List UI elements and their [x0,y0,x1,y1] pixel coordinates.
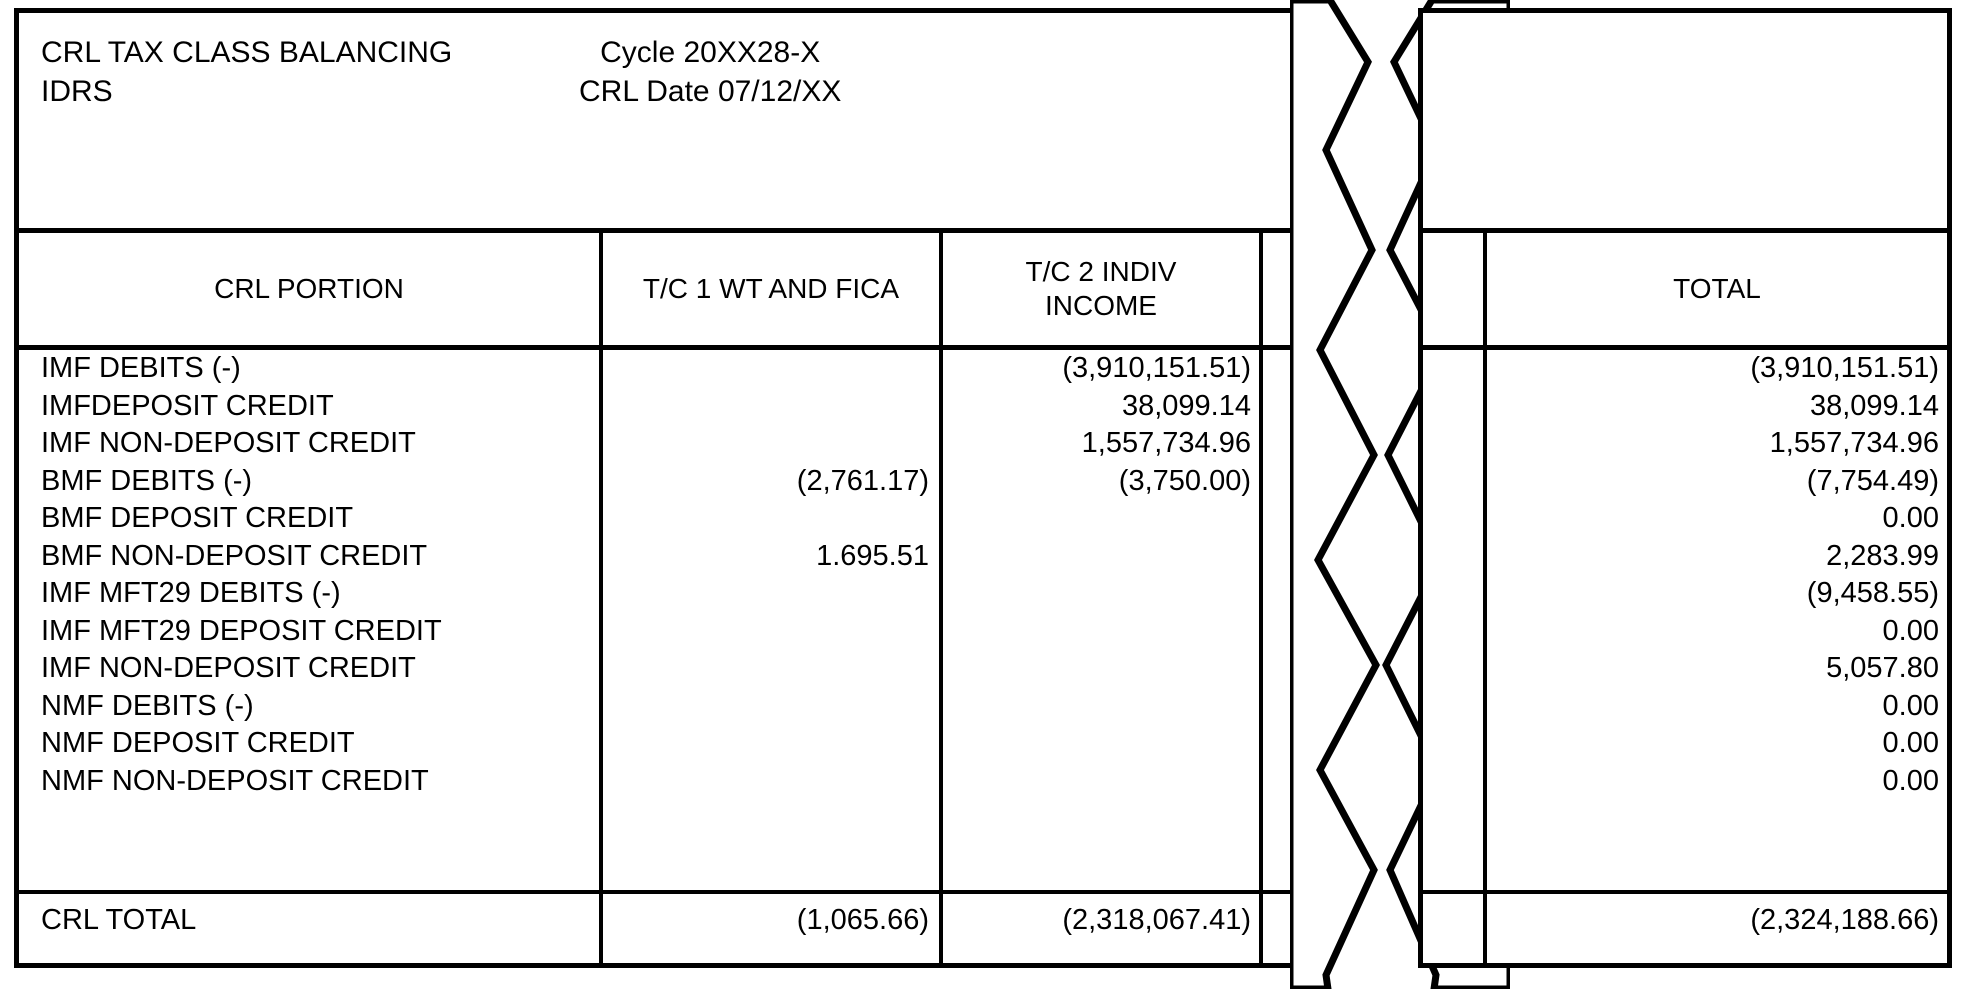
row-label: BMF DEBITS (-) [41,464,253,497]
row-value-total: 0.00 [1882,502,1939,534]
crl-total-tc2: (2,318,067.41) [1062,904,1251,936]
crl-total-row [19,890,1301,963]
report-body [19,350,1301,890]
column-header-row [19,228,1301,350]
row-value-total: 0.00 [1882,614,1939,647]
row-value-total: (3,910,151.51) [1750,352,1939,384]
table-row [19,650,1301,688]
row-label: IMF DEBITS (-) [41,352,241,384]
table-row [1423,538,1947,576]
report-crl-date: CRL Date 07/12/XX [579,75,842,108]
table-row [19,463,1301,501]
row-label: IMF NON-DEPOSIT CREDIT [41,652,416,684]
report-title-line1: CRL TAX CLASS BALANCING [41,36,453,69]
table-row [19,613,1301,651]
row-value-total: 2,283.99 [1826,539,1939,572]
table-row [1423,763,1947,801]
table-row [1423,650,1947,688]
table-row [1423,425,1947,463]
report-cycle: Cycle 20XX28-X [600,36,821,69]
report-rows [19,350,1301,800]
row-value-total: 0.00 [1882,727,1939,759]
report-title [41,33,452,111]
column-header-tc2 [939,233,1259,345]
row-value-tc1: 1.695.51 [816,539,929,572]
crl-report-panel [14,8,1306,968]
table-row [1423,575,1947,613]
table-row [1423,613,1947,651]
column-header-tc2-line1: T/C 2 INDIV [1025,256,1177,287]
row-value-total: 0.00 [1882,764,1939,797]
row-value-total: (7,754.49) [1806,464,1939,497]
row-label: NMF DEPOSIT CREDIT [41,727,355,759]
table-row [19,575,1301,613]
report-header [19,13,1301,228]
row-value-tc2: 1,557,734.96 [1081,427,1251,459]
row-value-tc2: (3,910,151.51) [1062,352,1251,384]
row-label: BMF DEPOSIT CREDIT [41,502,354,534]
column-header-tc1: T/C 1 WT AND FICA [599,233,939,345]
table-row [19,763,1301,801]
column-header-tc2-line2: INCOME [1044,290,1157,321]
crl-total-column-panel [1418,8,1952,968]
row-value-total: 38,099.14 [1809,389,1939,422]
column-header-total: TOTAL [1483,233,1947,345]
report-meta [579,33,841,111]
table-row [1423,725,1947,763]
row-value-total: 0.00 [1882,689,1939,722]
table-row [19,388,1301,426]
table-row [19,688,1301,726]
table-row [1423,350,1947,388]
row-label: IMFDEPOSIT CREDIT [41,389,334,422]
row-value-total: 5,057.80 [1826,652,1939,684]
row-label: IMF MFT29 DEPOSIT CREDIT [41,614,442,647]
table-row [1423,388,1947,426]
table-row [19,425,1301,463]
crl-total-total: (2,324,188.66) [1750,904,1939,936]
row-value-tc2: 38,099.14 [1121,389,1251,422]
table-row [1423,463,1947,501]
row-label: IMF NON-DEPOSIT CREDIT [41,427,416,459]
row-value-tc2: (3,750.00) [1118,464,1251,497]
crl-total-tc1: (1,065.66) [796,904,929,936]
row-label: BMF NON-DEPOSIT CREDIT [41,539,428,572]
table-row [19,350,1301,388]
crl-total-label: CRL TOTAL [41,904,197,936]
row-label: NMF DEBITS (-) [41,689,254,722]
table-row [1423,500,1947,538]
table-row [1423,688,1947,726]
row-value-total: 1,557,734.96 [1769,427,1939,459]
row-value-total: (9,458.55) [1806,577,1939,609]
continuation-column-header-row [1423,228,1947,350]
total-column-divider-total [1483,894,1487,963]
report-title-line2: IDRS [41,75,113,108]
continuation-body [1423,350,1947,890]
row-label: NMF NON-DEPOSIT CREDIT [41,764,429,797]
continuation-total-row [1423,890,1947,963]
column-header-crl-portion: CRL PORTION [214,273,404,304]
table-row [19,725,1301,763]
table-row [19,500,1301,538]
row-label: IMF MFT29 DEBITS (-) [41,577,341,609]
row-value-tc1: (2,761.17) [796,464,929,497]
continuation-header [1423,13,1947,228]
table-row [19,538,1301,576]
column-divider-3-total [1259,894,1263,963]
